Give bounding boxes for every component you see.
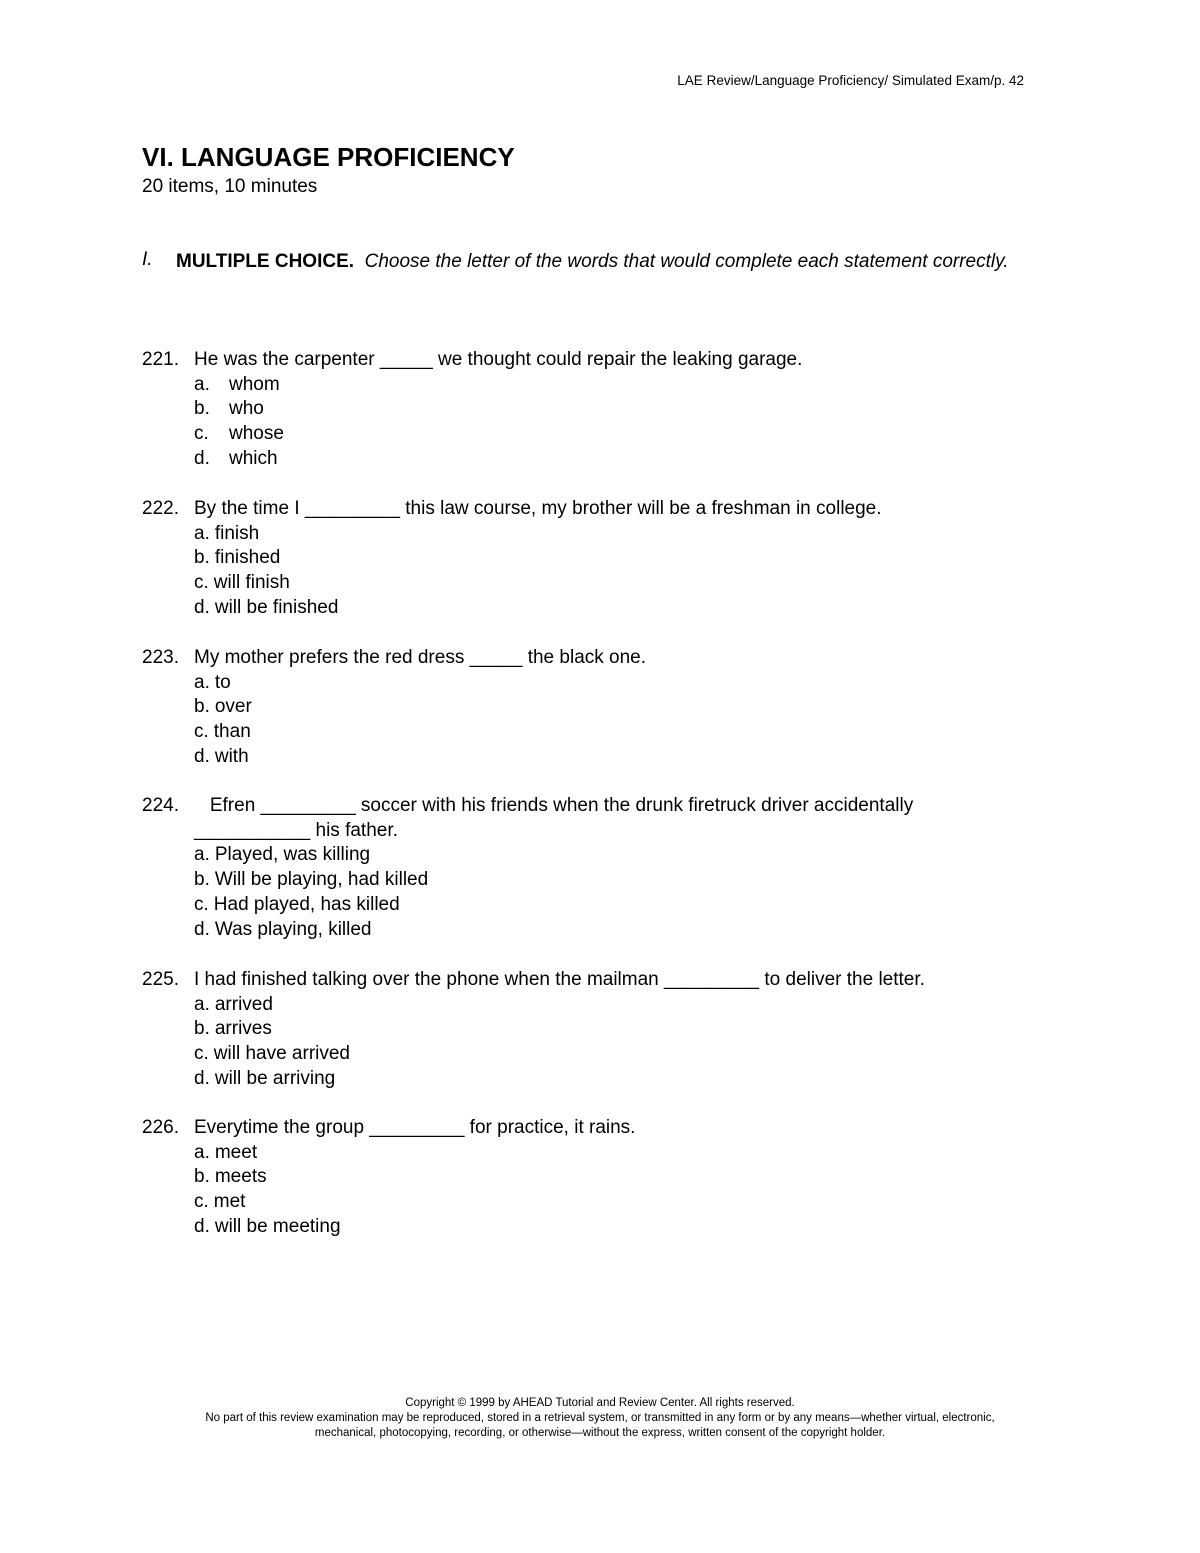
choice-text: met xyxy=(213,1191,246,1213)
instruction-text: Choose the letter of the words that would complete each statement correctly. xyxy=(364,251,1009,272)
choice-letter: b. xyxy=(194,398,210,420)
choice-item xyxy=(194,1190,1054,1215)
question-text: By the time I _________ this law course, my brother will be a freshman in college. xyxy=(194,498,882,519)
choice-letter: c. xyxy=(194,1191,209,1213)
choice-letter: a. xyxy=(194,993,210,1015)
choice-letter: d. xyxy=(194,447,210,469)
page-header-reference: LAE Review/Language Proficiency/ Simulated Exam/p. 42 xyxy=(677,73,1024,88)
choice-item xyxy=(194,596,1054,621)
choice-list xyxy=(194,1141,1054,1240)
choice-letter: c. xyxy=(194,721,209,743)
choice-text: arrived xyxy=(214,993,273,1015)
choice-text: will be finished xyxy=(214,596,339,618)
choice-letter: a. xyxy=(194,373,210,395)
choice-text: who xyxy=(229,398,264,420)
choice-item xyxy=(194,1165,1054,1190)
choice-letter: a. xyxy=(194,844,210,866)
choice-item xyxy=(194,1017,1094,1042)
choice-letter: b. xyxy=(194,547,210,569)
choice-letter: b. xyxy=(194,696,210,718)
choice-item xyxy=(194,546,1054,571)
choice-item xyxy=(194,993,1094,1018)
choice-text: arrives xyxy=(214,1018,272,1040)
choice-letter: a. xyxy=(194,1141,210,1163)
footer-consent-line: mechanical, photocopying, recording, or otherwise—without the express, written consent of the copyright holder. xyxy=(314,1427,886,1439)
choice-text: meet xyxy=(214,1141,258,1163)
choice-text: with xyxy=(214,745,249,767)
choice-text: Will be playing, had killed xyxy=(214,869,429,891)
choice-item xyxy=(194,1067,1094,1092)
choice-text: will be arriving xyxy=(214,1067,336,1089)
footer-rights-line: No part of this review examination may be reproduced, stored in a retrieval system, or transmitted in any form or by any means—whether virtual, electronic, xyxy=(205,1412,995,1424)
choice-text: to xyxy=(214,671,231,693)
choice-item xyxy=(194,918,1034,943)
question-222 xyxy=(142,497,1054,621)
choice-item xyxy=(194,571,1054,596)
choice-text: over xyxy=(214,696,252,718)
choice-letter: d. xyxy=(194,745,210,767)
question-text: He was the carpenter _____ we thought could repair the leaking garage. xyxy=(194,349,803,370)
choice-text: meets xyxy=(214,1166,267,1188)
choice-item xyxy=(194,522,1054,547)
question-224 xyxy=(142,794,1034,942)
question-221 xyxy=(142,348,1054,472)
choice-item xyxy=(194,447,1054,472)
choice-text: than xyxy=(213,721,251,743)
choice-list xyxy=(194,522,1054,621)
section-subtitle: 20 items, 10 minutes xyxy=(142,176,318,197)
choice-text: will be meeting xyxy=(214,1215,341,1237)
choice-item xyxy=(194,1215,1054,1240)
choice-item xyxy=(194,397,1054,422)
choice-text: Had played, has killed xyxy=(213,893,400,915)
question-number: 224. xyxy=(142,795,179,816)
choice-letter: d. xyxy=(194,918,210,940)
choice-letter: b. xyxy=(194,1166,210,1188)
choice-letter: d. xyxy=(194,1215,210,1237)
choice-item xyxy=(194,695,1054,720)
question-223 xyxy=(142,646,1054,770)
choice-item xyxy=(194,422,1054,447)
choice-item xyxy=(194,868,1034,893)
choice-list xyxy=(194,843,1034,942)
choice-letter: b. xyxy=(194,1018,210,1040)
choice-item xyxy=(194,720,1054,745)
copyright-footer xyxy=(0,1396,1200,1441)
choice-letter: c. xyxy=(194,423,209,445)
question-text: Everytime the group _________ for practice, it rains. xyxy=(194,1117,636,1138)
footer-copyright-line: Copyright © 1999 by AHEAD Tutorial and Review Center. All rights reserved. xyxy=(405,1397,795,1409)
question-number: 222. xyxy=(142,498,179,519)
choice-text: will finish xyxy=(213,572,290,594)
question-text-content: Efren _________ soccer with his friends when the drunk firetruck driver accidentally ___________ his father. xyxy=(194,795,914,841)
choice-item xyxy=(194,893,1034,918)
question-text xyxy=(194,794,1034,843)
choice-text: which xyxy=(229,447,278,469)
choice-item xyxy=(194,671,1054,696)
choice-item xyxy=(194,373,1054,398)
choice-letter: d. xyxy=(194,1067,210,1089)
choice-letter: a. xyxy=(194,522,210,544)
choice-text: Played, was killing xyxy=(214,844,371,866)
choice-list xyxy=(194,373,1054,472)
choice-list xyxy=(194,671,1054,770)
choice-letter: c. xyxy=(194,1043,209,1065)
question-text: My mother prefers the red dress _____ the black one. xyxy=(194,647,647,668)
question-text: I had finished talking over the phone when the mailman _________ to deliver the letter. xyxy=(194,969,925,990)
instruction-number: I. xyxy=(142,249,153,270)
question-number: 226. xyxy=(142,1117,179,1138)
choice-text: whom xyxy=(229,373,280,395)
choice-letter: c. xyxy=(194,572,209,594)
instruction xyxy=(176,249,1046,274)
question-number: 223. xyxy=(142,647,179,668)
section-title: VI. LANGUAGE PROFICIENCY xyxy=(142,142,515,172)
choice-letter: a. xyxy=(194,671,210,693)
choice-item xyxy=(194,1042,1094,1067)
question-number: 221. xyxy=(142,349,179,370)
choice-text: finished xyxy=(214,547,281,569)
instruction-label: MULTIPLE CHOICE. xyxy=(176,251,355,272)
choice-letter: c. xyxy=(194,893,209,915)
question-number: 225. xyxy=(142,969,179,990)
choice-item xyxy=(194,745,1054,770)
choice-item xyxy=(194,1141,1054,1166)
choice-text: finish xyxy=(214,522,260,544)
choice-text: Was playing, killed xyxy=(214,918,372,940)
choice-list xyxy=(194,993,1094,1092)
question-225 xyxy=(142,968,1094,1092)
choice-text: whose xyxy=(229,423,284,445)
choice-item xyxy=(194,843,1034,868)
choice-letter: b. xyxy=(194,869,210,891)
choice-letter: d. xyxy=(194,596,210,618)
choice-text: will have arrived xyxy=(213,1043,351,1065)
question-226 xyxy=(142,1116,1054,1240)
